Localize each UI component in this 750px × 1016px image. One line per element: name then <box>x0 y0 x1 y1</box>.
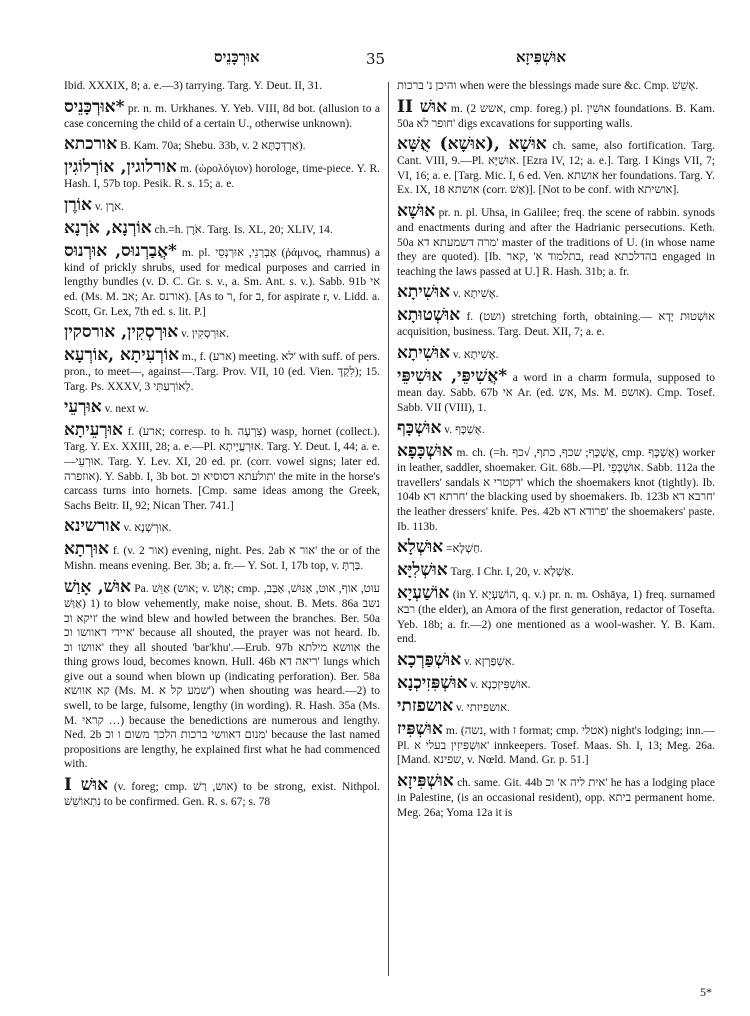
entry-text: v. אוּשְׁפִּיזְכְנָא. <box>470 678 531 691</box>
entry-text: (in Y. הוֹשַׁעְיָא, q. v.) pr. n. m. Oshāya, 1) freq. surnamed רבא (the elder), an Amora of the first generation, redactor of Tosefta. Yeb. 18b; a. fr.—2) one mentioned as a wool-washer. Y. B. Kam. end. <box>397 589 715 646</box>
entry-text: v. אֻשְׁכָּף. <box>444 424 485 437</box>
entry-text: f. (ושט) stretching forth, obtaining.— אוּשְׁטוּת יָדָא acquisition, business. Targ. Deut. XII, 7; a. e. <box>397 311 715 339</box>
entry-headword: אוּשְׁפִּזִיכְנָא <box>397 672 468 693</box>
dictionary-entry <box>397 97 715 132</box>
dictionary-entry <box>397 282 715 302</box>
entry-text: m. (ὡρολόγιον) horologe, time-piece. Y. R. Hash. I, 57b top. Pesik. R. s. 15; a. e. <box>64 163 380 191</box>
entry-headword: אוּשִׁיתָא <box>397 282 451 303</box>
entry-text: m., f. (ארע) meeting. לא' with suff. of pers. pron., to meet—, against—.Targ. Prov. VII, 10 (ed. Vien. לִקְדָּ); 15. Targ. Ps. XXXV, 3 לְאוֹרְעַתִּי. <box>64 351 380 393</box>
page-header <box>66 46 684 76</box>
entry-headword: אוּשְׁפִּיז <box>397 718 443 739</box>
entry-text: Ibid. XXXIX, 8; a. e.—3) tarrying. Targ. Y. Deut. II, 31. <box>64 80 323 92</box>
entry-headword: אוּשְׁכָּפָא <box>397 441 453 462</box>
dictionary-entry <box>397 343 715 363</box>
dictionary-entry <box>397 366 715 415</box>
dictionary-entry <box>64 516 380 536</box>
entry-text: m. pl. אַבְרְנֵי, אוּרְנְסֵי (ῥάμνος, rhamnus) a kind of prickly shrubs, used for medical purposes and carried in lengthy bundles (v. D. C. Gr. s. v., a. Sm. Ant. s. v.). Sabb. 91b אי ed. (Ms. M. אב; Ar. אורנס). [As to ר, for ב, for aspirate r, v. Lidd. a. Scott, Gr. Lex, 7th ed. s. lit. P.] <box>64 246 380 318</box>
entry-text: ch. same, also fortification. Targ. Cant. VIII, 9.—Pl. אוּשַׁיָּא. [Ezra IV, 12; a. e.]. Targ. I Kings VII, 7; VI, 16; a. e. [Targ. Mic. I, 6 ed. Ven. אושתא her foundations. Targ. Y. Ex. IX, 18 אושתא (corr. אַשׁ)]. [Not to be conf. with אושיתא]. <box>397 140 715 197</box>
entry-text: v. אָשִׁיתָא. <box>452 348 499 361</box>
entry-headword: אוּשָׁא ,(אוּשָׁא) אֻשָּׁא <box>397 134 547 155</box>
dictionary-entry <box>64 134 380 154</box>
entry-text: v. אוּרְשְׁנָא. <box>123 522 172 535</box>
dictionary-entry <box>64 345 380 394</box>
entry-text: v. אִשְׁפַּרְזָא. <box>464 655 515 668</box>
entry-headword: אוּרְתָא <box>64 539 109 560</box>
entry-text: v. אושפיזתי. <box>456 701 510 714</box>
entry-text: v. אָשִׁיתָא. <box>452 288 499 301</box>
entry-text: m. ch. (=h. אֻשְׁכָּף; שכף, כתף, √כף, cmp. אֻשְׁכָּף) worker in leather, saddler, shoemaker. Git. 68b.—Pl. אוּשְׁכָּפֵי. Sabb. 112a the travellers' sandals דקטרי א' which the shoemakers knot (tightly). Ib. 104b חרתא דא' the blacking used by shoemakers. Ib. 123b חרבא דא' the leather dressers' knife. Pes. 42b פרודא דא' the shoemakers' paste. Ib. 113b. <box>397 447 715 533</box>
entry-headword: *אוּרְכָּנֵיס <box>64 96 125 117</box>
entry-headword: אושפזתי <box>397 695 454 716</box>
entry-headword: *אֲשִׁיפֵּי, אוּשִׁיפֵּי <box>397 365 508 386</box>
entry-text: ch. same. Git. 44b אית ליה א' וכ' he has a lodging place in Palestine, (is an occasional resident), opp. ביתא permanent home. Meg. 26a; Yoma 12a it is <box>397 777 715 819</box>
entry-text: m. (אשש 2, cmp. foreg.) pl. אוּשִׁין foundations. B. Kam. 50a חופר לא' digs excavations for supporting walls. <box>397 102 715 130</box>
entry-text: v. next w. <box>104 403 149 416</box>
entry-headword: אוּשׁ I <box>64 775 109 796</box>
entry-headword: אוּרְסְקִין, אורסקין <box>64 322 179 343</box>
entry-text: B. Kam. 70a; Shebu. 33b, v. אַרְדְּכְתָּא 2). <box>120 140 306 153</box>
dictionary-entry <box>397 719 715 768</box>
dictionary-entry <box>397 583 715 647</box>
entry-headword: אוּשִׁיתָא <box>397 342 451 363</box>
entry-text: והיכן נ' ברכות when were the blessings made sure &c. Cmp. אָשֵׁשׁ. <box>397 80 699 92</box>
entry-headword: אוֹשַׁעְיָא <box>397 583 450 604</box>
entry-headword: אורכתא <box>64 134 118 155</box>
dictionary-entry <box>64 241 380 319</box>
dictionary-entry <box>397 771 715 820</box>
dictionary-entry <box>397 673 715 693</box>
entry-headword: אוֹרְעִיתָא ,אוֹרְעָא <box>64 345 179 366</box>
left-column <box>64 79 380 984</box>
dictionary-entry <box>64 97 380 132</box>
page-number: 35 <box>366 50 386 68</box>
dictionary-entry <box>64 79 380 94</box>
dictionary-entry <box>64 775 380 810</box>
dictionary-entry <box>397 696 715 716</box>
entry-headword: *אֲבַרְנוּס, אוּרְנוּס <box>64 240 177 261</box>
entry-headword: אוּשָׁא <box>397 200 436 221</box>
entry-headword: אורשינא <box>64 516 121 537</box>
entry-text: =חַשְׁלָא. <box>446 543 483 556</box>
entry-text: m. (נשה, with ז format; cmp. אטלי) night's lodging; inn.—Pl. אוּשְׁפִּיזִין בעלי א' innkeepers. Tosef. Maas. Sh. I, 13; Meg. 26a. [Mand. שפינא, v. Nœld. Mand. Gr. p. 51.] <box>397 724 715 767</box>
entry-text: pr. n. pl. Uhsa, in Galilee; freq. the scene of rabbin. synods and enactments during and after the Hadrianic persecutions. Keth. 50a מרה דשמעתא דא' master of the traditions of U. (in whose name they are quoted). [Ib. בתלמוד א' ,קאר, read בהדלכתא engaged in teaching the laws passed at U.] R. Hash. 31b; a. fr. <box>397 206 715 278</box>
header-left-catchword: אוּרְכָּנֵיס <box>214 48 260 66</box>
entry-headword: אוּשְׁפִּיזָא <box>397 771 454 792</box>
dictionary-entry <box>397 418 715 438</box>
dictionary-entry <box>64 322 380 342</box>
entry-headword: אוּשְׁלִיָּא <box>397 560 448 581</box>
entry-text: v. אֹרֶן. <box>94 200 124 213</box>
dictionary-entry <box>397 305 715 340</box>
dictionary-entry <box>64 218 380 238</box>
dictionary-entry <box>397 650 715 670</box>
entry-headword: אוּשְׁטוּתָא <box>397 305 461 326</box>
entry-headword: אוּרְעֵי <box>64 397 102 418</box>
entry-text: f. (v. אור 2) evening, night. Pes. 2ab אור א' the or of the Mishn. means evening. Ber. 3b; a. fr.— Y. Sot. I, 17b top, v. בַּרְתָּ. <box>64 545 380 573</box>
entry-headword: אוּשׁ, אָוַשׁ <box>64 576 131 597</box>
entry-headword: אורלוגין, אוֹרְלוֹגִין <box>64 157 177 178</box>
dictionary-entry <box>397 201 715 279</box>
entry-headword: אוּשְׁכָּף <box>397 418 442 439</box>
column-divider <box>388 82 389 976</box>
entry-headword: אוֹרְנָא, אֹרְנָא <box>64 217 152 238</box>
dictionary-entry <box>397 537 715 557</box>
entry-text: Pa. אַוֵּשׁ (אוש; v. אָוַשׁ; cmp. עוּט, אוף, אוּט, אַנּוּשׁ, אַבַּב, אַוַּשׁ) 1) to blow vehemently, make noise, shout. B. Mets. 86a נשב זיקא וכ' the wind blew and howled between the branches. Ber. 50a איידי דאוושו וכ' because all shouted, the prayer was not heard. Ib. אוושו וכ' they all shouted 'bar'khu'.—Erub. 97b אוושא מילתא the thing grows loud, becomes known. Hull. 46b ריאה דא' lungs which give out a sound when blown up (indicating perforation). Ber. 58a קא אוושא (Ms. M. שמע קל א') when shouting was heard.—2) to swell, to be large, fulsome, lengthy (in wording). R. Hash. 35a (Ms. M. קראי …) because the benedictions are numerous and lengthy. Ned. 2b מנום דאוושי ברכות הלכך משום ו וכ' because the last named propositions are lengthy, he explained first what he had commenced with. <box>64 582 380 771</box>
entry-text: v. אוּרְסְקִין. <box>181 328 229 341</box>
dictionary-entry <box>64 397 380 417</box>
entry-text: (v. foreg; cmp. אוש, רַשׁ) to be strong, exist. Nithpol. נִתְאוֹשֵׁשׁ to be confirmed. Gen. R. s. 67; s. 78 <box>64 781 380 809</box>
entry-text: f. (ארע; corresp. to h. צִרְעָה) wasp, hornet (collect.). Targ. Y. Ex. XXIII, 28; a. e.—Pl. אוּרְעֲיָיתָא. Targ. Y. Deut. I, 44; a. e.—אוּרְעֵי. Targ. Y. Lev. XI, 20 ed. pr. (corr. vowel signs; later ed. אוזפרה). Y. Sabb. I, 3b bot. תולעתא דסוסיא וכ' the mite in the horse's carcass turns into hornets. [Cmp. same ideas among the Greek, Sachs Beitr. II, 92; Nican Ther. 741.] <box>64 426 380 512</box>
right-column <box>397 79 715 984</box>
dictionary-entry <box>64 157 380 192</box>
dictionary-entry <box>397 134 715 198</box>
signature-mark: 5* <box>700 985 712 999</box>
entry-headword: אוּרְעֵיתָא <box>64 420 123 441</box>
entry-headword: אוֹרֶן <box>64 194 92 215</box>
entry-headword: אוּשְׁפַּרְכָא <box>397 649 462 670</box>
dictionary-entry <box>397 79 715 94</box>
header-right-catchword: אוּשְׁפִּיזָא <box>516 48 566 66</box>
entry-text: a word in a charm formula, supposed to mean day. Sabb. 67b אי Ar. (ed. אש, Ms. M. אושפ). Cmp. Tosef. Sabb. VII (VIII), 1. <box>397 371 715 414</box>
dictionary-entry <box>397 441 715 534</box>
dictionary-entry <box>64 195 380 215</box>
entry-text: pr. n. m. Urkhanes. Y. Yeb. VIII, 8d bot. (allusion to a case concerning the child of a certain U., otherwise unknown). <box>64 102 380 130</box>
entry-text: Targ. I Chr. I, 20, v. אַשְׁלָא. <box>450 566 574 579</box>
entry-headword: אוּשׁ II <box>397 96 448 117</box>
dictionary-entry <box>64 577 380 772</box>
dictionary-entry <box>397 560 715 580</box>
dictionary-entry <box>64 539 380 574</box>
dictionary-entry <box>64 420 380 513</box>
entry-text: ch.=h. אֹרֶן. Targ. Is. XL, 20; XLIV, 14. <box>154 223 333 236</box>
entry-headword: אוּשְׁלָא <box>397 537 444 558</box>
